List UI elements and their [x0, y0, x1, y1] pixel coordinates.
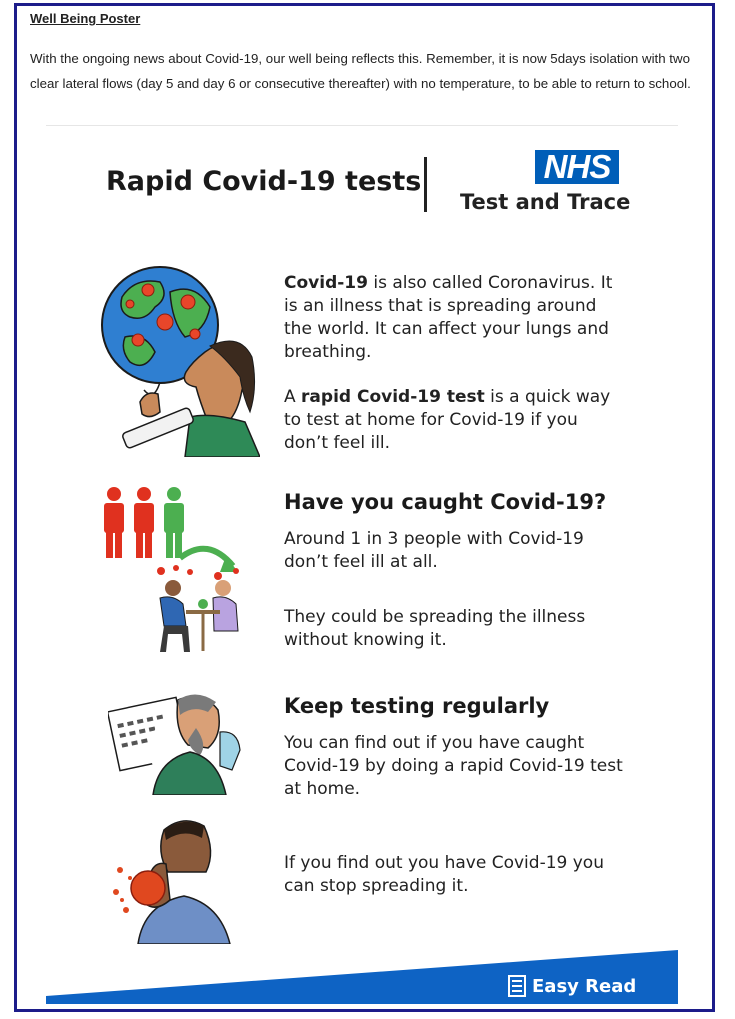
section3-paragraph1: You can find out if you have caught Covid-19 by doing a rapid Covid-19 test at home.: [284, 733, 623, 799]
section3-heading: Keep testing regularly: [284, 694, 550, 718]
easy-read-label: [508, 975, 636, 997]
intro-paragraph: With the ongoing news about Covid-19, our well being reflects this. Remember, it is now 5days isolation with two clear lateral flows (day 5 and day 6 or consecutive thereafter) with no temperature, to be able to return to school.: [30, 51, 691, 91]
section2-paragraph1: Around 1 in 3 people with Covid-19 don’t feel ill at all.: [284, 529, 584, 572]
divider: [46, 125, 678, 126]
section1-paragraph2: A rapid Covid-19 test is a quick way to test at home for Covid-19 if you don’t feel ill.: [284, 387, 611, 453]
page-title: Well Being Poster: [30, 11, 141, 26]
globe-virus-test-illustration: [100, 262, 260, 457]
section1-paragraph1: Covid-19 is also called Coronavirus. It is an illness that is spreading around the world. It can affect your lungs and breathing.: [284, 273, 613, 362]
stop-virus-illustration: [108, 812, 238, 944]
people-spreading-illustration: [98, 486, 258, 656]
section2-paragraph2: They could be spreading the illness without knowing it.: [284, 607, 586, 650]
section2-heading: Have you caught Covid-19?: [284, 490, 607, 514]
nhs-logo: NHS: [535, 150, 619, 184]
section4-paragraph1: If you find out you have Covid-19 you can stop spreading it.: [284, 853, 604, 896]
easy-read-icon: [508, 975, 526, 997]
title-divider: [424, 157, 427, 212]
poster-title: Rapid Covid-19 tests: [106, 166, 422, 197]
easy-read-text: Easy Read: [532, 975, 637, 997]
calendar-testing-illustration: [108, 690, 248, 795]
nhs-logo-subtitle: Test and Trace: [460, 190, 631, 214]
